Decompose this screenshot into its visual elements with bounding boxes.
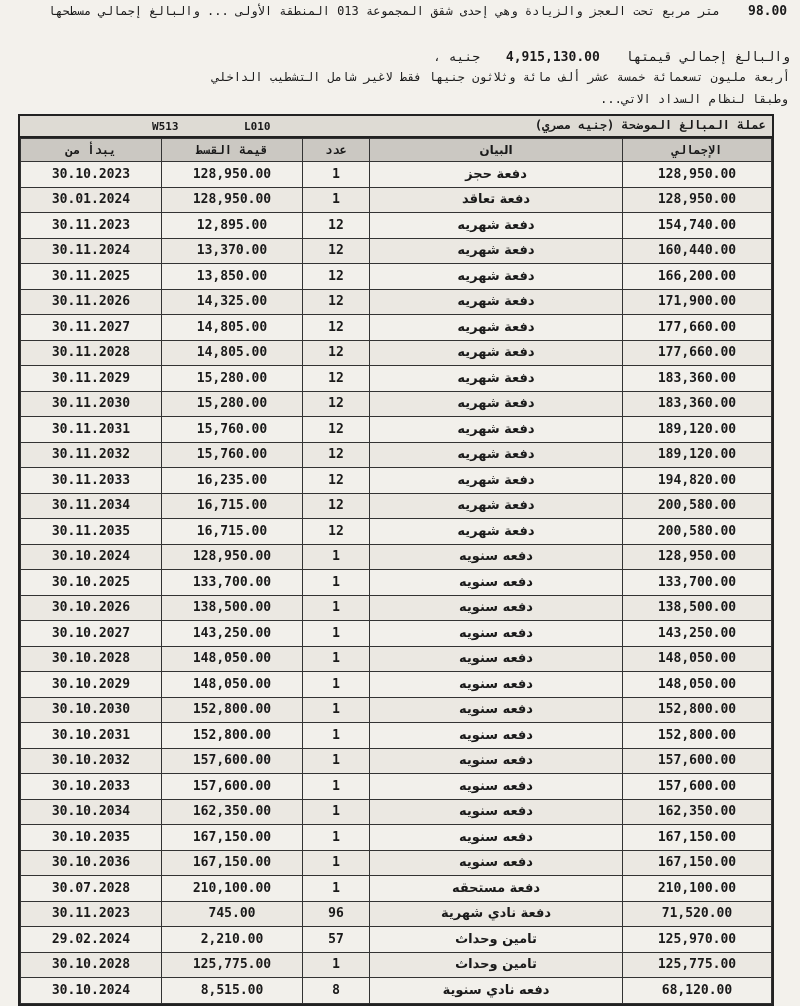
cell-total: 167,150.00 [623,825,772,851]
cell-installment-value: 167,150.00 [162,850,303,876]
cell-description: دفعة شهريه [370,264,623,290]
cell-count: 96 [303,901,370,927]
cell-total: 148,050.00 [623,672,772,698]
cell-count: 12 [303,213,370,239]
cell-total: 167,150.00 [623,850,772,876]
cell-date: 30.10.2033 [21,774,162,800]
cell-count: 12 [303,468,370,494]
cell-total: 138,500.00 [623,595,772,621]
total-amount: 4,915,130.00 [505,50,600,65]
schedule-grid [20,138,772,1004]
cell-date: 30.10.2023 [21,162,162,188]
table-caption: عملة المبالغ الموضحة (جنيه مصري) [534,118,766,132]
payment-schedule-table [18,114,774,1006]
table-row [21,340,772,366]
total-label: والبالغ إجمالي قيمتها [625,50,790,65]
cell-description: دفعة شهريه [370,315,623,341]
cell-count: 12 [303,315,370,341]
cell-total: 189,120.00 [623,417,772,443]
table-row [21,978,772,1004]
cell-installment-value: 13,850.00 [162,264,303,290]
table-caption-bar [20,116,772,138]
cell-count: 12 [303,264,370,290]
table-row [21,391,772,417]
cell-description: دفعة شهريه [370,493,623,519]
cell-total: 128,950.00 [623,187,772,213]
cell-description: دفعة نادي شهرية [370,901,623,927]
cell-count: 1 [303,621,370,647]
area-value: 98.00 [748,4,788,19]
cell-installment-value: 14,325.00 [162,289,303,315]
cell-date: 30.10.2032 [21,748,162,774]
cell-description: دفعة تعاقد [370,187,623,213]
cell-count: 1 [303,672,370,698]
cell-count: 12 [303,519,370,545]
cell-date: 30.11.2029 [21,366,162,392]
cell-installment-value: 8,515.00 [162,978,303,1004]
table-row [21,417,772,443]
table-row [21,850,772,876]
cell-total: 200,580.00 [623,519,772,545]
cell-description: دفعة شهريه [370,238,623,264]
table-row [21,825,772,851]
cell-total: 71,520.00 [623,901,772,927]
cell-total: 183,360.00 [623,366,772,392]
cell-installment-value: 167,150.00 [162,825,303,851]
cell-count: 1 [303,825,370,851]
cell-total: 171,900.00 [623,289,772,315]
cell-installment-value: 16,715.00 [162,493,303,519]
cell-date: 30.10.2035 [21,825,162,851]
cell-description: دفعة شهريه [370,519,623,545]
cell-description: تامين وحداث [370,952,623,978]
cell-description: دفعة شهريه [370,417,623,443]
header-line-2 [433,50,790,65]
cell-date: 30.11.2035 [21,519,162,545]
cell-date: 30.10.2034 [21,799,162,825]
unit-code-2: L010 [244,120,271,133]
cell-installment-value: 125,775.00 [162,952,303,978]
cell-date: 30.11.2026 [21,289,162,315]
table-body [21,162,772,1004]
cell-total: 125,970.00 [623,927,772,953]
cell-date: 30.11.2034 [21,493,162,519]
cell-count: 1 [303,876,370,902]
header-date: يبدأ من [21,139,162,162]
table-row [21,162,772,188]
table-row [21,213,772,239]
table-row [21,544,772,570]
table-row [21,570,772,596]
table-row [21,901,772,927]
cell-date: 30.10.2028 [21,646,162,672]
cell-count: 1 [303,187,370,213]
cell-date: 30.11.2033 [21,468,162,494]
table-row [21,927,772,953]
cell-description: دفعه سنويه [370,570,623,596]
cell-description: دفعه سنويه [370,723,623,749]
cell-installment-value: 148,050.00 [162,646,303,672]
cell-description: دفعة مستحقه [370,876,623,902]
cell-date: 30.10.2036 [21,850,162,876]
cell-date: 30.10.2024 [21,544,162,570]
table-row [21,672,772,698]
cell-description: دفعه سنويه [370,748,623,774]
cell-installment-value: 128,950.00 [162,544,303,570]
cell-installment-value: 128,950.00 [162,187,303,213]
cell-description: دفعة شهريه [370,391,623,417]
cell-date: 30.10.2029 [21,672,162,698]
cell-count: 57 [303,927,370,953]
cell-installment-value: 13,370.00 [162,238,303,264]
cell-total: 68,120.00 [623,978,772,1004]
cell-count: 1 [303,774,370,800]
cell-count: 1 [303,850,370,876]
cell-count: 12 [303,238,370,264]
table-row [21,493,772,519]
cell-total: 148,050.00 [623,646,772,672]
area-description: متر مربع تحت العجز والزيادة وهي إحدى شقق المجموعة 013 المنطقة الأولى ... والبالغ إجمالي مسطحها [48,4,720,18]
cell-count: 1 [303,595,370,621]
table-row [21,366,772,392]
cell-installment-value: 210,100.00 [162,876,303,902]
cell-count: 12 [303,391,370,417]
cell-installment-value: 2,210.00 [162,927,303,953]
cell-installment-value: 15,280.00 [162,366,303,392]
cell-installment-value: 162,350.00 [162,799,303,825]
table-row [21,519,772,545]
cell-total: 162,350.00 [623,799,772,825]
cell-description: دفعة شهريه [370,366,623,392]
cell-total: 128,950.00 [623,162,772,188]
table-row [21,264,772,290]
table-row [21,621,772,647]
cell-description: تامين وحداث [370,927,623,953]
table-row [21,748,772,774]
header-row [21,139,772,162]
cell-count: 1 [303,723,370,749]
cell-description: دفعه سنويه [370,672,623,698]
cell-date: 30.10.2025 [21,570,162,596]
cell-date: 30.10.2031 [21,723,162,749]
table-row [21,799,772,825]
cell-description: دفعة شهريه [370,442,623,468]
cell-date: 30.01.2024 [21,187,162,213]
cell-description: دفعه سنويه [370,544,623,570]
cell-count: 1 [303,697,370,723]
table-row [21,876,772,902]
cell-description: دفعة شهريه [370,468,623,494]
cell-total: 152,800.00 [623,697,772,723]
cell-description: دفعة شهريه [370,213,623,239]
table-row [21,315,772,341]
cell-installment-value: 15,280.00 [162,391,303,417]
header-value: قيمة القسط [162,139,303,162]
cell-date: 30.11.2023 [21,901,162,927]
cell-total: 177,660.00 [623,340,772,366]
table-row [21,774,772,800]
header-description: البيان [370,139,623,162]
cell-date: 30.11.2028 [21,340,162,366]
unit-code-1: W513 [152,120,179,133]
cell-count: 1 [303,952,370,978]
cell-count: 8 [303,978,370,1004]
cell-installment-value: 148,050.00 [162,672,303,698]
cell-installment-value: 12,895.00 [162,213,303,239]
cell-total: 125,775.00 [623,952,772,978]
cell-total: 189,120.00 [623,442,772,468]
cell-installment-value: 14,805.00 [162,315,303,341]
header-count: عدد [303,139,370,162]
cell-total: 133,700.00 [623,570,772,596]
cell-total: 157,600.00 [623,748,772,774]
cell-installment-value: 152,800.00 [162,697,303,723]
cell-description: دفعه نادي سنوية [370,978,623,1004]
cell-date: 30.11.2027 [21,315,162,341]
cell-count: 1 [303,748,370,774]
cell-count: 12 [303,417,370,443]
cell-total: 200,580.00 [623,493,772,519]
cell-installment-value: 14,805.00 [162,340,303,366]
cell-total: 128,950.00 [623,544,772,570]
cell-installment-value: 133,700.00 [162,570,303,596]
cell-date: 29.02.2024 [21,927,162,953]
cell-date: 30.11.2025 [21,264,162,290]
cell-installment-value: 157,600.00 [162,748,303,774]
cell-total: 210,100.00 [623,876,772,902]
cell-description: دفعه سنويه [370,621,623,647]
cell-total: 194,820.00 [623,468,772,494]
cell-installment-value: 128,950.00 [162,162,303,188]
table-row [21,468,772,494]
cell-total: 157,600.00 [623,774,772,800]
cell-installment-value: 152,800.00 [162,723,303,749]
cell-total: 154,740.00 [623,213,772,239]
cell-date: 30.11.2024 [21,238,162,264]
cell-count: 12 [303,289,370,315]
cell-description: دفعه سنويه [370,646,623,672]
cell-total: 143,250.00 [623,621,772,647]
cell-total: 152,800.00 [623,723,772,749]
cell-count: 1 [303,646,370,672]
cell-count: 12 [303,493,370,519]
table-row [21,238,772,264]
cell-total: 166,200.00 [623,264,772,290]
header-total: الإجمالي [623,139,772,162]
cell-date: 30.10.2028 [21,952,162,978]
table-row [21,289,772,315]
cell-total: 160,440.00 [623,238,772,264]
cell-date: 30.10.2024 [21,978,162,1004]
cell-installment-value: 143,250.00 [162,621,303,647]
cell-date: 30.11.2023 [21,213,162,239]
cell-date: 30.07.2028 [21,876,162,902]
table-row [21,952,772,978]
cell-installment-value: 16,235.00 [162,468,303,494]
cell-installment-value: 15,760.00 [162,417,303,443]
cell-date: 30.10.2027 [21,621,162,647]
cell-description: دفعه سنويه [370,799,623,825]
cell-description: دفعه سنويه [370,774,623,800]
cell-total: 177,660.00 [623,315,772,341]
table-row [21,187,772,213]
payment-system-intro: وطبقا لنظام السداد الاتي... [600,92,788,106]
cell-count: 12 [303,366,370,392]
cell-count: 1 [303,162,370,188]
cell-description: دفعه سنويه [370,697,623,723]
table-row [21,697,772,723]
cell-count: 1 [303,544,370,570]
cell-installment-value: 157,600.00 [162,774,303,800]
cell-count: 12 [303,442,370,468]
cell-count: 1 [303,570,370,596]
cell-description: دفعة حجز [370,162,623,188]
cell-date: 30.11.2031 [21,417,162,443]
cell-date: 30.10.2030 [21,697,162,723]
cell-description: دفعه سنويه [370,825,623,851]
table-row [21,442,772,468]
cell-date: 30.11.2032 [21,442,162,468]
cell-installment-value: 138,500.00 [162,595,303,621]
cell-date: 30.10.2026 [21,595,162,621]
cell-description: دفعة شهريه [370,340,623,366]
table-row [21,646,772,672]
cell-total: 183,360.00 [623,391,772,417]
table-row [21,595,772,621]
cell-installment-value: 15,760.00 [162,442,303,468]
cell-count: 1 [303,799,370,825]
cell-description: دفعه سنويه [370,595,623,621]
cell-description: دفعه سنويه [370,850,623,876]
total-currency: جنيه ، [433,50,481,65]
cell-installment-value: 745.00 [162,901,303,927]
cell-description: دفعة شهريه [370,289,623,315]
amount-in-words: أربعة مليون تسعمائة خمسة عشر ألف مائة وثلاثون جنيها فقط لاغير شامل التشطيب الداخلي [212,70,790,84]
cell-installment-value: 16,715.00 [162,519,303,545]
table-row [21,723,772,749]
cell-count: 12 [303,340,370,366]
cell-date: 30.11.2030 [21,391,162,417]
